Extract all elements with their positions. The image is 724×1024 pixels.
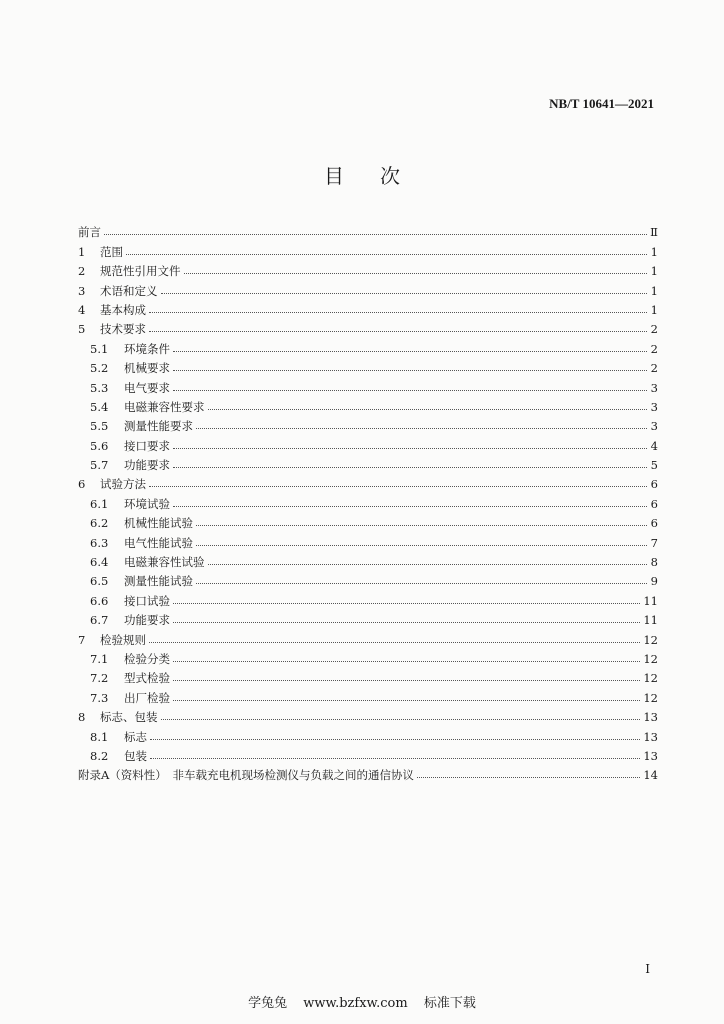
standard-code: NB/T 10641—2021 [549, 96, 654, 111]
toc-entry-page: 11 [643, 613, 658, 628]
toc-leader-dots [208, 564, 648, 565]
toc-leader-dots [196, 428, 647, 429]
toc-entry[interactable] [78, 472, 658, 491]
toc-entry-page: 11 [643, 593, 658, 608]
toc-entry-page: 3 [650, 419, 658, 434]
toc-entry[interactable] [78, 550, 658, 569]
toc-entry-label: 标志、包装 [100, 710, 158, 725]
toc-leader-dots [126, 254, 647, 255]
toc-entry-number: 6.3 [90, 535, 109, 550]
toc-entry-label: 标志 [124, 729, 147, 744]
toc-entry-number: 6.2 [90, 516, 109, 531]
toc-entry[interactable] [78, 453, 658, 472]
toc-leader-dots [173, 390, 647, 391]
toc-entry-page: 13 [643, 729, 658, 744]
toc-entry-page: 13 [643, 748, 658, 763]
toc-leader-dots [173, 622, 640, 623]
toc-entry-number: 5.2 [90, 361, 109, 376]
toc-entry-number: 6.5 [90, 574, 109, 589]
toc-entry[interactable] [78, 375, 658, 394]
page-title: 目次 [324, 164, 436, 188]
toc-entry-label: 附录A（资料性） 非车载充电机现场检测仪与负载之间的通信协议 [78, 768, 415, 783]
toc-entry-label: 检验规则 [100, 632, 146, 647]
toc-entry-label: 检验分类 [124, 651, 170, 666]
toc-leader-dots [173, 467, 647, 468]
toc-entry-number: 5.3 [90, 380, 109, 395]
toc-entry[interactable] [78, 588, 658, 607]
footer-site-name: 学兔兔 [248, 996, 288, 1011]
toc-entry-number: 8.2 [90, 748, 109, 763]
toc-leader-dots [173, 506, 647, 507]
toc-entry-number: 7.2 [90, 671, 109, 686]
toc-entry-page: 5 [650, 458, 658, 473]
toc-entry[interactable] [78, 569, 658, 588]
toc-entry-label: 试验方法 [100, 477, 146, 492]
toc-entry-number: 6.4 [90, 555, 109, 570]
toc-entry-number: 8.1 [90, 729, 109, 744]
toc-entry[interactable] [78, 395, 658, 414]
toc-leader-dots [173, 680, 640, 681]
toc-entry[interactable] [78, 317, 658, 336]
toc-entry-label: 出厂检验 [124, 690, 170, 705]
toc-entry-page: 9 [650, 574, 658, 589]
toc-entry[interactable] [78, 414, 658, 433]
toc-entry[interactable] [78, 336, 658, 355]
toc-entry-label: 范围 [100, 244, 123, 259]
toc-entry-number: 4 [78, 302, 86, 317]
toc-entry-label: 功能要求 [124, 458, 170, 473]
toc-leader-dots [173, 448, 647, 449]
toc-entry-label: 环境试验 [124, 496, 170, 511]
toc-leader-dots [184, 273, 648, 274]
toc-entry-number: 5 [78, 322, 86, 337]
toc-leader-dots [208, 409, 648, 410]
toc-entry-label: 规范性引用文件 [100, 264, 181, 279]
toc-leader-dots [173, 661, 640, 662]
toc-entry-page: 1 [650, 244, 658, 259]
toc-entry-page: 1 [650, 302, 658, 317]
toc-entry[interactable] [78, 724, 658, 743]
toc-leader-dots [149, 331, 647, 332]
toc-entry[interactable] [78, 647, 658, 666]
toc-entry-number: 5.7 [90, 458, 109, 473]
toc-entry-number: 5.6 [90, 438, 109, 453]
toc-entry[interactable] [78, 239, 658, 258]
toc-entry[interactable] [78, 705, 658, 724]
footer-tagline: 标准下载 [423, 996, 476, 1011]
toc-leader-dots [173, 603, 640, 604]
toc-entry-label: 前言 [78, 225, 101, 240]
toc-entry-page: 12 [643, 651, 658, 666]
toc-leader-dots [417, 777, 640, 778]
toc-entry-label: 测量性能试验 [124, 574, 193, 589]
toc-leader-dots [196, 545, 647, 546]
toc-entry-label: 电磁兼容性要求 [124, 399, 205, 414]
toc-entry-page: 2 [650, 341, 658, 356]
toc-entry[interactable] [78, 298, 658, 317]
toc-leader-dots [173, 351, 647, 352]
toc-entry-number: 5.1 [90, 341, 109, 356]
toc-entry-label: 接口要求 [124, 438, 170, 453]
toc-entry-label: 电磁兼容性试验 [124, 555, 205, 570]
toc-entry[interactable] [78, 685, 658, 704]
toc-entry-page: 1 [650, 283, 658, 298]
toc-entry-number: 2 [78, 264, 86, 279]
page-number: I [645, 962, 650, 976]
toc-entry[interactable] [78, 608, 658, 627]
toc-entry-number: 3 [78, 283, 86, 298]
toc-entry-page: 1 [650, 264, 658, 279]
toc-entry-page: 6 [650, 496, 658, 511]
toc-entry-number: 6 [78, 477, 86, 492]
toc-entry-number: 8 [78, 710, 86, 725]
toc-leader-dots [149, 642, 640, 643]
table-of-contents [78, 220, 658, 782]
toc-entry[interactable] [78, 220, 658, 239]
toc-entry-label: 机械性能试验 [124, 516, 193, 531]
toc-entry-page: 7 [650, 535, 658, 550]
toc-leader-dots [173, 370, 647, 371]
toc-entry-number: 5.4 [90, 399, 109, 414]
toc-leader-dots [149, 312, 647, 313]
toc-entry[interactable] [78, 763, 658, 782]
toc-entry-label: 接口试验 [124, 593, 170, 608]
toc-entry-label: 机械要求 [124, 361, 170, 376]
toc-entry-page: 13 [643, 710, 658, 725]
toc-leader-dots [149, 486, 647, 487]
toc-entry-number: 7.1 [90, 651, 109, 666]
toc-entry[interactable] [78, 530, 658, 549]
toc-leader-dots [150, 758, 640, 759]
toc-entry-page: 12 [643, 690, 658, 705]
toc-entry-page: Ⅱ [650, 225, 658, 240]
toc-leader-dots [104, 234, 647, 235]
toc-entry-label: 功能要求 [124, 613, 170, 628]
toc-leader-dots [161, 293, 648, 294]
toc-entry-page: 4 [650, 438, 658, 453]
toc-entry-number: 6.7 [90, 613, 109, 628]
footer-url[interactable]: www.bzfxw.com [303, 996, 408, 1011]
toc-entry-label: 电气要求 [124, 380, 170, 395]
toc-entry-page: 2 [650, 322, 658, 337]
toc-leader-dots [173, 700, 640, 701]
toc-entry-number: 7 [78, 632, 86, 647]
toc-entry-page: 12 [643, 632, 658, 647]
toc-entry[interactable] [78, 744, 658, 763]
toc-entry[interactable] [78, 666, 658, 685]
toc-leader-dots [196, 525, 647, 526]
toc-entry-page: 12 [643, 671, 658, 686]
toc-entry-label: 测量性能要求 [124, 419, 193, 434]
footer [0, 992, 724, 1011]
toc-leader-dots [161, 719, 641, 720]
toc-entry[interactable] [78, 627, 658, 646]
toc-entry-label: 技术要求 [100, 322, 146, 337]
toc-entry-number: 1 [78, 244, 86, 259]
toc-entry-label: 环境条件 [124, 341, 170, 356]
toc-entry-label: 型式检验 [124, 671, 170, 686]
toc-entry[interactable] [78, 356, 658, 375]
toc-entry-label: 术语和定义 [100, 283, 158, 298]
toc-entry[interactable] [78, 491, 658, 510]
toc-leader-dots [196, 583, 647, 584]
toc-entry[interactable] [78, 259, 658, 278]
toc-entry-page: 8 [650, 555, 658, 570]
toc-entry-page: 3 [650, 399, 658, 414]
toc-entry[interactable] [78, 278, 658, 297]
toc-entry[interactable] [78, 433, 658, 452]
toc-entry-page: 2 [650, 361, 658, 376]
toc-entry-number: 6.6 [90, 593, 109, 608]
toc-entry-page: 3 [650, 380, 658, 395]
toc-entry-label: 电气性能试验 [124, 535, 193, 550]
toc-entry-number: 7.3 [90, 690, 109, 705]
toc-entry-label: 基本构成 [100, 302, 146, 317]
toc-leader-dots [150, 739, 640, 740]
toc-entry-number: 6.1 [90, 496, 109, 511]
toc-entry[interactable] [78, 511, 658, 530]
toc-entry-number: 5.5 [90, 419, 109, 434]
toc-entry-page: 6 [650, 477, 658, 492]
toc-entry-label: 包装 [124, 748, 147, 763]
toc-entry-page: 6 [650, 516, 658, 531]
toc-entry-page: 14 [643, 768, 658, 783]
